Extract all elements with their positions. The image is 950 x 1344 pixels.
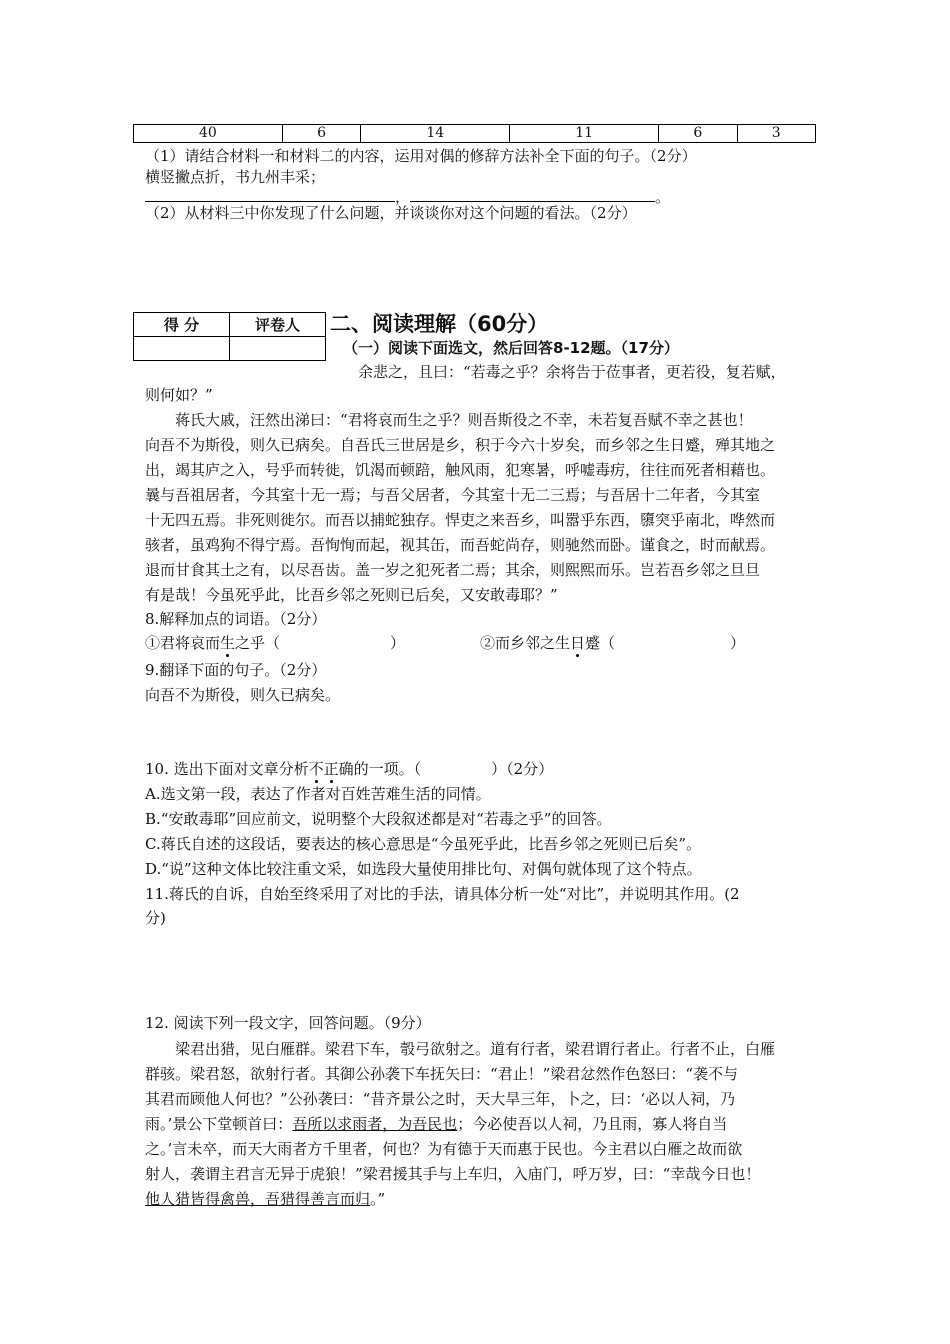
table-cell: 6 (282, 125, 360, 143)
passage-line: 骇者，虽鸡狗不得宁焉。吾恂恂而起，视其缶，而吾蛇尚存，则驰然而卧。谨食之，时而献焉。 (145, 536, 776, 554)
option-d: D.“说”这种文体比较注重文采，如选段大量使用排比句、对偶句就体现了这个特点。 (145, 860, 702, 878)
question-1-given-line: 横竖撇点折，书九州丰采； (145, 168, 326, 186)
prompt-text: 10. 选出下面对文章分析 (145, 760, 309, 778)
option-b: B.“安敢毒耶”回应前文，说明整个大段叙述都是对“若毒之乎”的回答。 (145, 810, 612, 828)
grader-cell[interactable] (230, 337, 326, 361)
dotted-char: 日 (570, 634, 586, 652)
passage-line: 出，竭其庐之入，号乎而转徙，饥渴而顿踣，触风雨，犯寒暑，呼嘘毒疠，往往而死者相藉也。 (145, 461, 776, 479)
question-9-prompt: 9.翻译下面的句子。（2分） (145, 661, 327, 679)
prompt-text: ）（2分） (491, 760, 554, 778)
answer-blank-2[interactable] (410, 187, 655, 202)
grader-label: 评卷人 (230, 313, 326, 337)
item-text: 之乎（ (235, 634, 281, 652)
question-11-prompt-cont: 分) (145, 909, 166, 927)
prompt-text: 确的一项。（ (338, 760, 422, 778)
section-title: 二、阅读理解（60分） (330, 312, 549, 336)
question-12-prompt: 12. 阅读下列一段文字，回答问题。（9分） (145, 1014, 431, 1032)
passage-text: 雨。’景公下堂顿首曰： (145, 1115, 293, 1133)
underlined-text: 他人猎皆得禽兽，吾猎得善言而归 (145, 1190, 371, 1208)
dotted-char: 生 (220, 634, 236, 652)
question-8-prompt: 8.解释加点的词语。（2分） (145, 610, 327, 628)
passage-2-line: 梁君出猎，见白雁群。梁君下车，彀弓欲射之。道有行者，梁君谓行者止。行者不止，白雁 (175, 1040, 776, 1058)
question-2-prompt: （2）从材料三中你发现了什么问题，并谈谈你对这个问题的看法。（2分） (145, 204, 637, 222)
table-cell: 14 (361, 125, 510, 143)
option-c: C.蒋氏自述的这段话，要表达的核心意思是“今虽死乎此，比吾乡邻之死则已后矣”。 (145, 835, 702, 853)
question-10-prompt (145, 758, 553, 780)
option-a: A.选文第一段，表达了作者对百姓苦难生活的同情。 (145, 785, 491, 803)
passage-2-line: 其君而顾他人何也？”公孙袭曰：“昔齐景公之时，天大旱三年，卜之，曰：‘必以人祠，乃 (145, 1090, 736, 1108)
passage-2-line: 群骇。梁君怒，欲射行者。其御公孙袭下车抚矢曰：“君止！”梁君忿然作色怒曰：“袭不与 (145, 1065, 739, 1083)
passage-line: 向吾不为斯役，则久已病矣。自吾氏三世居是乡，积于今六十岁矣，而乡邻之生日蹙，殚其地之 (145, 436, 776, 454)
passage-line: 曩与吾祖居者，今其室十无一焉；与吾父居者，今其室十无二三焉；与吾居十二年者，今其室 (145, 486, 761, 504)
item-text: ） (390, 634, 406, 652)
answer-blank-1[interactable] (145, 187, 395, 202)
passage-text: ；今必使吾以人祠，乃且雨，寡人将自当 (457, 1115, 728, 1133)
passage-line: 蒋氏大戚，汪然出涕曰：“君将哀而生之乎？则吾斯役之不幸，未若复吾赋不幸之甚也！ (175, 411, 753, 429)
question-8-item-2 (480, 632, 745, 654)
answer-space[interactable] (615, 634, 730, 648)
dotted-char: 不 (308, 760, 324, 778)
comma: ， (395, 188, 411, 206)
score-label: 得 分 (134, 313, 230, 337)
table-row (134, 125, 816, 143)
passage-line: 有是哉！今虽死乎此，比吾乡邻之死则已后矣，又安敢毒耶？” (145, 586, 558, 604)
table-cell: 3 (737, 125, 815, 143)
passage-line: 十无四五焉。非死则徙尔。而吾以捕蛇独存。悍吏之来吾乡，叫嚣乎东西，隳突乎南北，哗然而 (145, 511, 776, 529)
passage-line: 则何如？” (145, 386, 213, 404)
passage-line: 余悲之，且曰：“若毒之乎？余将告于莅事者，更若役，复若赋， (358, 363, 786, 381)
passage-text: 。” (370, 1190, 386, 1208)
passage-line: 退而甘食其土之有，以尽吾齿。盖一岁之犯死者二焉；其余，则熙熙而乐。岂若吾乡邻之旦旦 (145, 561, 761, 579)
passage-2-line (145, 1113, 727, 1135)
dotted-char: 正 (323, 760, 339, 778)
question-11-prompt: 11.蒋氏的自诉，自始至终采用了对比的手法，请具体分析一处“对比”，并说明其作用。(2 (145, 885, 740, 903)
answer-space[interactable] (280, 634, 390, 648)
item-text: ①君将哀而 (145, 634, 221, 652)
question-1-prompt: （1）请结合材料一和材料二的内容，运用对偶的修辞方法补全下面的句子。（2分） (145, 147, 697, 165)
table-cell: 40 (134, 125, 283, 143)
question-9-sentence: 向吾不为斯役，则久已病矣。 (145, 686, 341, 704)
question-8-item-1 (145, 632, 405, 654)
score-cell[interactable] (134, 337, 230, 361)
passage-2-line: 射人，袭谓主君言无异于虎狼！”梁君援其手与上车归，入庙门，呼万岁，曰：“幸哉今日也！ (145, 1165, 761, 1183)
table-cell: 6 (659, 125, 737, 143)
data-table (133, 124, 816, 143)
section-subtitle: （一）阅读下面选文，然后回答8-12题。（17分） (343, 339, 679, 357)
item-text: 蹙（ (585, 634, 616, 652)
item-text: ②而乡邻之生 (480, 634, 571, 652)
score-box (133, 312, 326, 361)
item-text: ） (730, 634, 746, 652)
passage-2-line (145, 1188, 385, 1210)
table-cell: 11 (510, 125, 659, 143)
period: 。 (655, 188, 671, 206)
passage-2-line: 之。’言未卒，而天大雨者方千里者，何也？为有德于天而惠于民也。今主君以白雁之故而欲 (145, 1140, 743, 1158)
underlined-text: 吾所以求雨者，为吾民也 (292, 1115, 458, 1133)
